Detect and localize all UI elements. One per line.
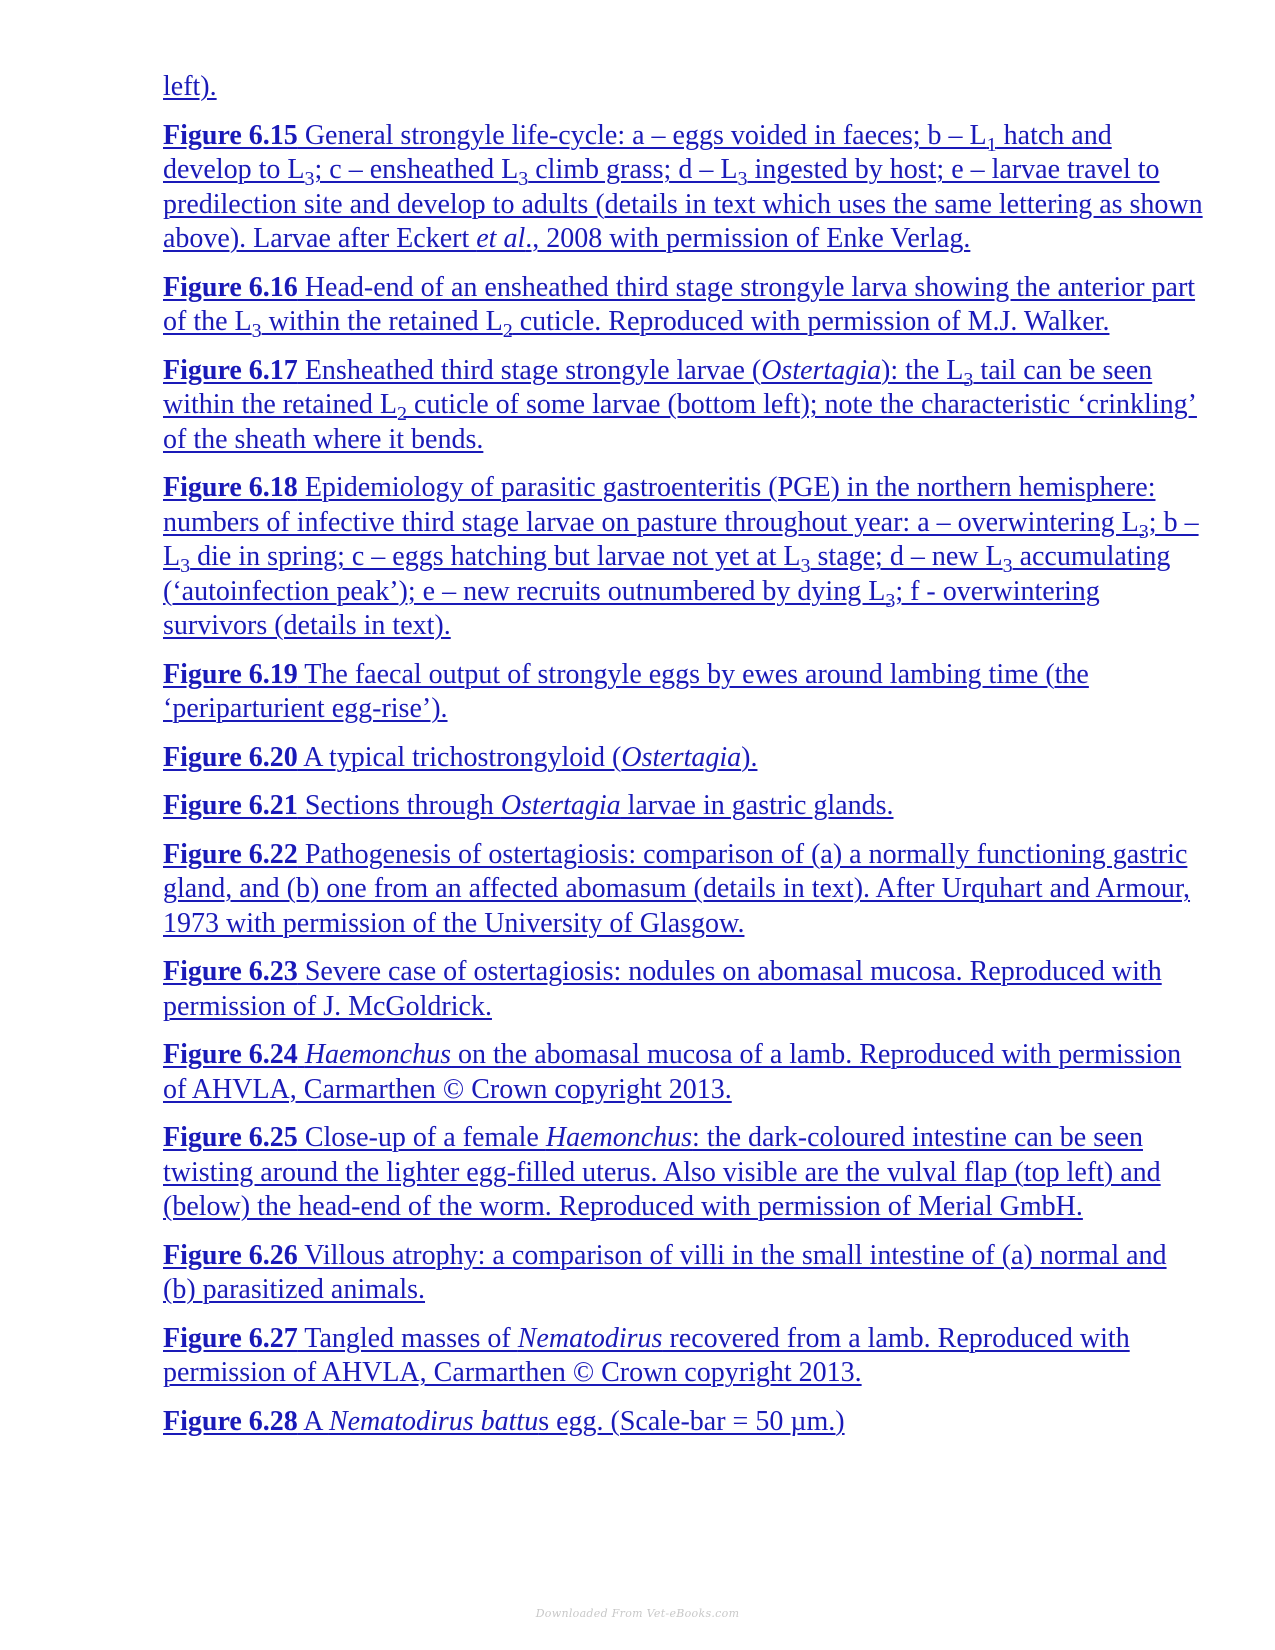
- caption-text: Close-up of a female: [297, 1122, 546, 1153]
- caption-text: Villous atrophy: a comparison of villi in the small intestine of (a) normal and (b) parasitized animals.: [163, 1239, 1167, 1305]
- caption-fig-6-25: [163, 1121, 1203, 1225]
- figure-label: Figure 6.21: [163, 790, 298, 821]
- subscript: 2: [397, 403, 408, 425]
- subscript: 3: [304, 168, 315, 190]
- caption-link-fig-6-26[interactable]: [163, 1240, 1167, 1306]
- italic-term: Ostertagia: [621, 741, 742, 773]
- figure-label: Figure 6.22: [163, 838, 298, 870]
- figure-label: Figure 6.17: [163, 354, 298, 386]
- caption-text: ingested by host; e – larvae travel to predilection site and develop to adults (details in text which uses the same lettering as shown above). Larvae after Eckert: [163, 154, 1203, 254]
- figure-label: Figure 6.28: [163, 1405, 298, 1437]
- caption-text: Tangled masses of: [297, 1322, 518, 1354]
- italic-term: Ostertagia: [500, 790, 621, 821]
- subscript: 3: [737, 168, 748, 190]
- italic-term: Ostertagia: [761, 354, 881, 386]
- caption-fig-6-15: [163, 119, 1203, 257]
- caption-fig-6-28: [163, 1405, 1203, 1440]
- caption-link-fig-6-16[interactable]: [163, 271, 1196, 342]
- caption-text: A: [297, 1405, 329, 1437]
- caption-link-fig-6-23[interactable]: [163, 956, 1162, 1022]
- caption-fig-6-16: [163, 271, 1203, 340]
- caption-link-fig-6-24[interactable]: [163, 1039, 1181, 1105]
- caption-text: cuticle of some larvae (bottom left); note the characteristic ‘crinkling’ of the sheath where it bends.: [163, 389, 1197, 455]
- subscript: 3: [1138, 520, 1149, 543]
- caption-text: Head-end of an ensheathed third stage strongyle larva showing the anterior part of the L: [163, 271, 1196, 337]
- figure-label: Figure 6.18: [163, 472, 298, 503]
- caption-text: s egg. (Scale-bar = 50 µm.): [538, 1405, 845, 1437]
- subscript: 3: [251, 320, 262, 342]
- caption-text: The faecal output of strongyle eggs by ewes around lambing time (the ‘periparturient egg-rise’).: [163, 658, 1089, 724]
- caption-text: die in spring; c – eggs hatching but larvae not yet at L: [190, 541, 801, 572]
- caption-text: Ensheathed third stage strongyle larvae (: [297, 354, 762, 386]
- caption-fig-6-23: [163, 955, 1203, 1024]
- figure-label: Figure 6.15: [163, 119, 298, 151]
- caption-text: within the retained L: [261, 306, 503, 337]
- caption-fig-6-26: [163, 1239, 1203, 1308]
- caption-link-fig-6-15[interactable]: [163, 120, 1203, 255]
- caption-fig-6-21: [163, 789, 1203, 824]
- caption-text: on the abomasal mucosa of a lamb. Reproduced with permission of AHVLA, Carmarthen © Crown copyright 2013.: [163, 1039, 1182, 1105]
- subscript: 2: [502, 320, 513, 342]
- caption-link-fig-6-20[interactable]: [163, 742, 757, 773]
- caption-text: tail can be seen within the retained L: [163, 354, 1153, 420]
- caption-text: Severe case of ostertagiosis: nodules on abomasal mucosa. Reproduced with permission of J. McGoldrick.: [163, 956, 1162, 1022]
- caption-text: A typical trichostrongyloid (: [297, 741, 622, 773]
- figure-label: Figure 6.27: [163, 1322, 298, 1354]
- caption-text: accumulating (‘autoinfection peak’); e – new recruits outnumbered by dying L: [163, 541, 1171, 607]
- caption-fig-6-18: [163, 471, 1203, 644]
- caption-text: stage; d – new L: [810, 541, 1003, 572]
- caption-text: ; c – ensheathed L: [314, 154, 519, 185]
- caption-text: recovered from a lamb. Reproduced with permission of AHVLA, Carmarthen © Crown copyright 2013.: [163, 1322, 1130, 1388]
- caption-link-fig-6-27[interactable]: [163, 1323, 1130, 1389]
- caption-link-fig-6-19[interactable]: [163, 659, 1089, 725]
- caption-text: ): the L: [881, 354, 964, 386]
- caption-fig-6-22: [163, 838, 1203, 942]
- continuation-link[interactable]: left).: [163, 71, 217, 102]
- caption-text: Pathogenesis of ostertagiosis: comparison of (a) a normally functioning gastric gland, and (b) one from an affected abomasum (details in text). After Urquhart and Armour, 1973 with permission of the University of Glasgow.: [163, 838, 1191, 939]
- italic-term: et al: [476, 223, 526, 254]
- caption-text: cuticle. Reproduced with permission of M.J. Walker.: [512, 306, 1110, 337]
- figure-label: Figure 6.19: [163, 658, 298, 690]
- caption-text: ., 2008 with permission of Enke Verlag.: [525, 223, 971, 254]
- subscript: 3: [180, 555, 191, 577]
- continuation-line: [163, 70, 1203, 105]
- caption-text: ; f - overwintering survivors (details in text).: [163, 575, 1100, 641]
- figure-label: Figure 6.16: [163, 271, 298, 303]
- caption-text: : the dark-coloured intestine can be seen twisting around the lighter egg-filled uterus. Also visible are the vulval flap (top left) and (below) the head-end of the worm. Reproduced with permission of Merial GmbH.: [163, 1122, 1161, 1222]
- figure-label: Figure 6.23: [163, 956, 298, 987]
- figure-label: Figure 6.25: [163, 1122, 298, 1153]
- caption-fig-6-19: [163, 658, 1203, 727]
- caption-link-fig-6-28[interactable]: [163, 1406, 845, 1437]
- caption-link-fig-6-21[interactable]: [163, 790, 894, 821]
- caption-text: ).: [741, 741, 758, 773]
- caption-fig-6-24: [163, 1038, 1203, 1107]
- subscript: 3: [800, 555, 811, 577]
- caption-text: Sections through: [297, 790, 501, 821]
- caption-fig-6-20: [163, 741, 1203, 776]
- caption-text: larvae in gastric glands.: [620, 790, 894, 821]
- italic-term: Nematodirus: [517, 1322, 663, 1354]
- figure-label: Figure 6.26: [163, 1239, 298, 1271]
- italic-term: Nematodirus battu: [328, 1405, 539, 1437]
- caption-list: [163, 119, 1203, 1440]
- caption-link-fig-6-25[interactable]: [163, 1122, 1161, 1222]
- figure-label: Figure 6.24: [163, 1039, 298, 1070]
- figure-list: [163, 70, 1203, 1453]
- subscript: 3: [518, 168, 529, 190]
- italic-term: Haemonchus: [304, 1039, 452, 1070]
- caption-text: Epidemiology of parasitic gastroenteritis (PGE) in the northern hemisphere: numbers of infective third stage larvae on pasture throughout year: a – overwintering L: [163, 472, 1156, 538]
- caption-link-fig-6-18[interactable]: [163, 472, 1199, 641]
- caption-text: General strongyle life-cycle: a – eggs voided in faeces; b – L: [297, 119, 987, 151]
- subscript: 3: [885, 589, 896, 612]
- italic-term: Haemonchus: [545, 1122, 693, 1153]
- figure-label: Figure 6.20: [163, 741, 298, 773]
- caption-link-fig-6-22[interactable]: [163, 839, 1190, 939]
- caption-text: [298, 1039, 305, 1070]
- subscript: 3: [963, 368, 974, 391]
- caption-text: ; b – L: [163, 506, 1199, 572]
- caption-fig-6-17: [163, 354, 1203, 458]
- caption-text: climb grass; d – L: [528, 154, 738, 185]
- subscript: 1: [986, 133, 997, 156]
- subscript: 3: [1002, 555, 1013, 577]
- caption-text: hatch and develop to L: [163, 119, 1112, 185]
- footer-watermark: Downloaded From Vet-eBooks.com: [535, 1607, 740, 1620]
- caption-fig-6-27: [163, 1322, 1203, 1391]
- caption-link-fig-6-17[interactable]: [163, 355, 1197, 455]
